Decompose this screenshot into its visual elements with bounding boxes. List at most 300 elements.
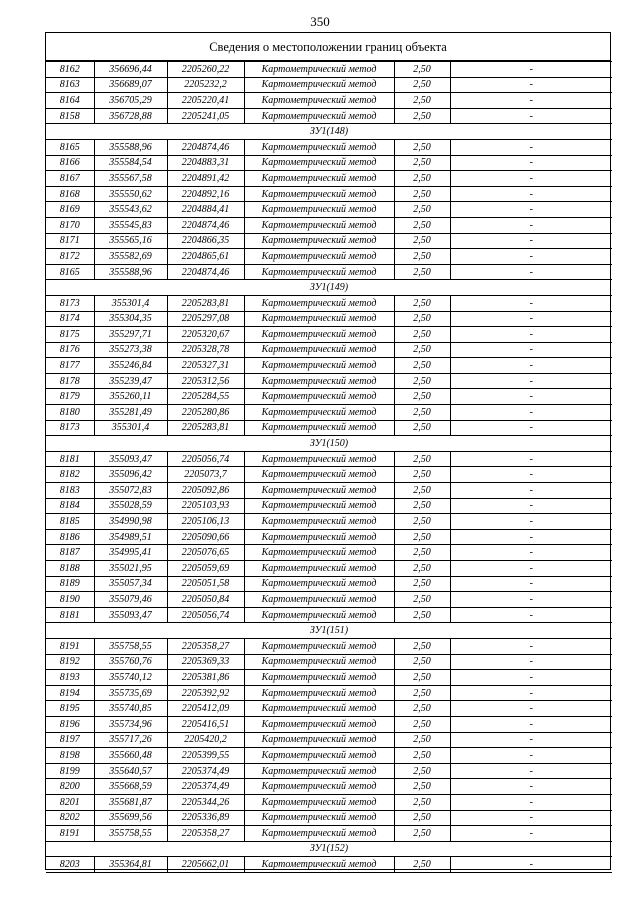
- description-cell: -: [450, 62, 612, 78]
- accuracy-cell: 2,50: [394, 202, 450, 218]
- table-row: [46, 233, 612, 249]
- accuracy-cell: 2,50: [394, 77, 450, 93]
- accuracy-cell: 2,50: [394, 249, 450, 265]
- description-cell: -: [450, 186, 612, 202]
- accuracy-cell: 2,50: [394, 576, 450, 592]
- description-cell: -: [450, 779, 612, 795]
- point-number-cell: 8172: [46, 249, 94, 265]
- x-coordinate-cell: 355057,34: [94, 576, 167, 592]
- table-row: [46, 732, 612, 748]
- x-coordinate-cell: 355021,95: [94, 561, 167, 577]
- table-row: [46, 763, 612, 779]
- table-row: [46, 342, 612, 358]
- description-cell: -: [450, 763, 612, 779]
- y-coordinate-cell: 2205284,55: [167, 389, 244, 405]
- method-cell: Картометрический метод: [244, 685, 394, 701]
- table-row: [46, 62, 612, 78]
- x-coordinate-cell: 356696,44: [94, 62, 167, 78]
- y-coordinate-cell: 2204892,16: [167, 186, 244, 202]
- point-number-cell: 8202: [46, 810, 94, 826]
- description-cell: -: [450, 716, 612, 732]
- boundary-table-frame: [45, 32, 611, 870]
- y-coordinate-cell: 2205076,65: [167, 545, 244, 561]
- table-row: [46, 592, 612, 608]
- y-coordinate-cell: 2205059,69: [167, 561, 244, 577]
- method-cell: Картометрический метод: [244, 342, 394, 358]
- point-number-cell: 8163: [46, 77, 94, 93]
- accuracy-cell: 2,50: [394, 108, 450, 124]
- description-cell: -: [450, 670, 612, 686]
- point-number-cell: 8158: [46, 108, 94, 124]
- table-row: [46, 529, 612, 545]
- accuracy-cell: 2,50: [394, 748, 450, 764]
- x-coordinate-cell: 354989,51: [94, 529, 167, 545]
- accuracy-cell: 2,50: [394, 217, 450, 233]
- x-coordinate-cell: 355567,58: [94, 171, 167, 187]
- method-cell: Картометрический метод: [244, 373, 394, 389]
- table-row: [46, 748, 612, 764]
- accuracy-cell: 2,50: [394, 545, 450, 561]
- description-cell: -: [450, 857, 612, 873]
- x-coordinate-cell: 355550,62: [94, 186, 167, 202]
- x-coordinate-cell: 355588,96: [94, 264, 167, 280]
- table-row: [46, 93, 612, 109]
- method-cell: Картометрический метод: [244, 794, 394, 810]
- method-cell: Картометрический метод: [244, 139, 394, 155]
- point-number-cell: 8189: [46, 576, 94, 592]
- table-row: [46, 810, 612, 826]
- point-number-cell: 8178: [46, 373, 94, 389]
- accuracy-cell: 2,50: [394, 763, 450, 779]
- description-cell: -: [450, 217, 612, 233]
- description-cell: -: [450, 264, 612, 280]
- method-cell: Картометрический метод: [244, 389, 394, 405]
- description-cell: -: [450, 233, 612, 249]
- point-number-cell: 8197: [46, 732, 94, 748]
- table-row: [46, 108, 612, 124]
- accuracy-cell: 2,50: [394, 93, 450, 109]
- description-cell: -: [450, 295, 612, 311]
- accuracy-cell: 2,50: [394, 155, 450, 171]
- accuracy-cell: 2,50: [394, 638, 450, 654]
- point-number-cell: 8200: [46, 779, 94, 795]
- method-cell: Картометрический метод: [244, 62, 394, 78]
- x-coordinate-cell: 355717,26: [94, 732, 167, 748]
- point-number-cell: 8199: [46, 763, 94, 779]
- y-coordinate-cell: 2205297,08: [167, 311, 244, 327]
- method-cell: Картометрический метод: [244, 264, 394, 280]
- method-cell: Картометрический метод: [244, 202, 394, 218]
- description-cell: -: [450, 327, 612, 343]
- x-coordinate-cell: 355565,16: [94, 233, 167, 249]
- section-label: ЗУ1(152): [46, 841, 612, 857]
- point-number-cell: 8201: [46, 794, 94, 810]
- y-coordinate-cell: 2205260,22: [167, 62, 244, 78]
- x-coordinate-cell: 356705,29: [94, 93, 167, 109]
- x-coordinate-cell: 355028,59: [94, 498, 167, 514]
- table-row: [46, 498, 612, 514]
- accuracy-cell: 2,50: [394, 467, 450, 483]
- table-row: [46, 857, 612, 873]
- table-row: [46, 545, 612, 561]
- point-number-cell: 8193: [46, 670, 94, 686]
- point-number-cell: 8170: [46, 217, 94, 233]
- x-coordinate-cell: 355281,49: [94, 405, 167, 421]
- point-number-cell: 8162: [46, 62, 94, 78]
- accuracy-cell: 2,50: [394, 311, 450, 327]
- accuracy-cell: 2,50: [394, 529, 450, 545]
- x-coordinate-cell: 355660,48: [94, 748, 167, 764]
- y-coordinate-cell: 2205241,05: [167, 108, 244, 124]
- table-row: [46, 264, 612, 280]
- x-coordinate-cell: 355093,47: [94, 607, 167, 623]
- y-coordinate-cell: 2204865,61: [167, 249, 244, 265]
- table-row: [46, 514, 612, 530]
- description-cell: -: [450, 561, 612, 577]
- method-cell: Картометрический метод: [244, 857, 394, 873]
- description-cell: -: [450, 405, 612, 421]
- section-label: ЗУ1(149): [46, 280, 612, 296]
- table-row: [46, 826, 612, 842]
- y-coordinate-cell: 2205092,86: [167, 483, 244, 499]
- accuracy-cell: 2,50: [394, 670, 450, 686]
- method-cell: Картометрический метод: [244, 654, 394, 670]
- point-number-cell: 8181: [46, 607, 94, 623]
- y-coordinate-cell: 2204874,46: [167, 139, 244, 155]
- y-coordinate-cell: 2205358,27: [167, 638, 244, 654]
- point-number-cell: 8191: [46, 826, 94, 842]
- description-cell: -: [450, 654, 612, 670]
- x-coordinate-cell: 355246,84: [94, 358, 167, 374]
- method-cell: Картометрический метод: [244, 826, 394, 842]
- point-number-cell: 8181: [46, 451, 94, 467]
- point-number-cell: 8203: [46, 857, 94, 873]
- method-cell: Картометрический метод: [244, 405, 394, 421]
- accuracy-cell: 2,50: [394, 685, 450, 701]
- point-number-cell: 8195: [46, 701, 94, 717]
- table-row: [46, 654, 612, 670]
- section-row: [46, 124, 612, 140]
- y-coordinate-cell: 2205090,66: [167, 529, 244, 545]
- point-number-cell: 8173: [46, 295, 94, 311]
- section-row: [46, 623, 612, 639]
- section-row: [46, 841, 612, 857]
- x-coordinate-cell: 355239,47: [94, 373, 167, 389]
- accuracy-cell: 2,50: [394, 483, 450, 499]
- table-row: [46, 576, 612, 592]
- accuracy-cell: 2,50: [394, 358, 450, 374]
- method-cell: Картометрический метод: [244, 451, 394, 467]
- x-coordinate-cell: 355760,76: [94, 654, 167, 670]
- description-cell: -: [450, 171, 612, 187]
- description-cell: -: [450, 732, 612, 748]
- table-row: [46, 420, 612, 436]
- method-cell: Картометрический метод: [244, 155, 394, 171]
- description-cell: -: [450, 685, 612, 701]
- x-coordinate-cell: 355668,59: [94, 779, 167, 795]
- y-coordinate-cell: 2205220,41: [167, 93, 244, 109]
- y-coordinate-cell: 2204874,46: [167, 217, 244, 233]
- method-cell: Картометрический метод: [244, 514, 394, 530]
- point-number-cell: 8171: [46, 233, 94, 249]
- point-number-cell: 8165: [46, 264, 94, 280]
- section-label: ЗУ1(150): [46, 436, 612, 452]
- y-coordinate-cell: 2205327,31: [167, 358, 244, 374]
- method-cell: Картометрический метод: [244, 810, 394, 826]
- method-cell: Картометрический метод: [244, 748, 394, 764]
- y-coordinate-cell: 2205369,33: [167, 654, 244, 670]
- accuracy-cell: 2,50: [394, 186, 450, 202]
- method-cell: Картометрический метод: [244, 716, 394, 732]
- description-cell: -: [450, 389, 612, 405]
- y-coordinate-cell: 2204883,31: [167, 155, 244, 171]
- x-coordinate-cell: 355543,62: [94, 202, 167, 218]
- x-coordinate-cell: 355072,83: [94, 483, 167, 499]
- y-coordinate-cell: 2205392,92: [167, 685, 244, 701]
- point-number-cell: 8173: [46, 420, 94, 436]
- point-number-cell: 8188: [46, 561, 94, 577]
- point-number-cell: 8184: [46, 498, 94, 514]
- accuracy-cell: 2,50: [394, 592, 450, 608]
- description-cell: -: [450, 77, 612, 93]
- description-cell: -: [450, 108, 612, 124]
- x-coordinate-cell: 355304,35: [94, 311, 167, 327]
- description-cell: -: [450, 701, 612, 717]
- x-coordinate-cell: 355584,54: [94, 155, 167, 171]
- point-number-cell: 8175: [46, 327, 94, 343]
- y-coordinate-cell: 2205416,51: [167, 716, 244, 732]
- x-coordinate-cell: 355301,4: [94, 420, 167, 436]
- x-coordinate-cell: 355582,69: [94, 249, 167, 265]
- method-cell: Картометрический метод: [244, 295, 394, 311]
- method-cell: Картометрический метод: [244, 217, 394, 233]
- table-title: Сведения о местоположении границ объекта: [46, 33, 610, 61]
- y-coordinate-cell: 2205103,93: [167, 498, 244, 514]
- accuracy-cell: 2,50: [394, 732, 450, 748]
- x-coordinate-cell: 355588,96: [94, 139, 167, 155]
- method-cell: Картометрический метод: [244, 483, 394, 499]
- point-number-cell: 8186: [46, 529, 94, 545]
- description-cell: -: [450, 545, 612, 561]
- point-number-cell: 8187: [46, 545, 94, 561]
- x-coordinate-cell: 355681,87: [94, 794, 167, 810]
- method-cell: Картометрический метод: [244, 607, 394, 623]
- point-number-cell: 8166: [46, 155, 94, 171]
- accuracy-cell: 2,50: [394, 779, 450, 795]
- method-cell: Картометрический метод: [244, 701, 394, 717]
- table-row: [46, 295, 612, 311]
- accuracy-cell: 2,50: [394, 233, 450, 249]
- method-cell: Картометрический метод: [244, 93, 394, 109]
- method-cell: Картометрический метод: [244, 467, 394, 483]
- coordinates-table: [46, 61, 612, 873]
- method-cell: Картометрический метод: [244, 327, 394, 343]
- table-row: [46, 561, 612, 577]
- y-coordinate-cell: 2205399,55: [167, 748, 244, 764]
- description-cell: -: [450, 467, 612, 483]
- table-row: [46, 139, 612, 155]
- y-coordinate-cell: 2205283,81: [167, 420, 244, 436]
- point-number-cell: 8164: [46, 93, 94, 109]
- table-row: [46, 217, 612, 233]
- x-coordinate-cell: 356728,88: [94, 108, 167, 124]
- y-coordinate-cell: 2204874,46: [167, 264, 244, 280]
- y-coordinate-cell: 2205381,86: [167, 670, 244, 686]
- method-cell: Картометрический метод: [244, 592, 394, 608]
- y-coordinate-cell: 2205374,49: [167, 779, 244, 795]
- x-coordinate-cell: 354990,98: [94, 514, 167, 530]
- point-number-cell: 8176: [46, 342, 94, 358]
- x-coordinate-cell: 355079,46: [94, 592, 167, 608]
- method-cell: Картометрический метод: [244, 732, 394, 748]
- method-cell: Картометрический метод: [244, 498, 394, 514]
- x-coordinate-cell: 355297,71: [94, 327, 167, 343]
- y-coordinate-cell: 2205283,81: [167, 295, 244, 311]
- x-coordinate-cell: 355301,4: [94, 295, 167, 311]
- table-row: [46, 467, 612, 483]
- x-coordinate-cell: 355740,12: [94, 670, 167, 686]
- description-cell: -: [450, 514, 612, 530]
- section-row: [46, 436, 612, 452]
- method-cell: Картометрический метод: [244, 670, 394, 686]
- x-coordinate-cell: 355096,42: [94, 467, 167, 483]
- accuracy-cell: 2,50: [394, 451, 450, 467]
- point-number-cell: 8167: [46, 171, 94, 187]
- y-coordinate-cell: 2205420,2: [167, 732, 244, 748]
- point-number-cell: 8182: [46, 467, 94, 483]
- method-cell: Картометрический метод: [244, 77, 394, 93]
- description-cell: -: [450, 748, 612, 764]
- y-coordinate-cell: 2205344,26: [167, 794, 244, 810]
- method-cell: Картометрический метод: [244, 638, 394, 654]
- method-cell: Картометрический метод: [244, 186, 394, 202]
- x-coordinate-cell: 356689,07: [94, 77, 167, 93]
- y-coordinate-cell: 2205051,58: [167, 576, 244, 592]
- table-row: [46, 779, 612, 795]
- y-coordinate-cell: 2205412,09: [167, 701, 244, 717]
- point-number-cell: 8177: [46, 358, 94, 374]
- table-row: [46, 607, 612, 623]
- point-number-cell: 8180: [46, 405, 94, 421]
- description-cell: -: [450, 483, 612, 499]
- accuracy-cell: 2,50: [394, 139, 450, 155]
- x-coordinate-cell: 355735,69: [94, 685, 167, 701]
- accuracy-cell: 2,50: [394, 716, 450, 732]
- y-coordinate-cell: 2205336,89: [167, 810, 244, 826]
- section-label: ЗУ1(151): [46, 623, 612, 639]
- point-number-cell: 8196: [46, 716, 94, 732]
- section-label: ЗУ1(148): [46, 124, 612, 140]
- method-cell: Картометрический метод: [244, 545, 394, 561]
- method-cell: Картометрический метод: [244, 576, 394, 592]
- table-row: [46, 794, 612, 810]
- description-cell: -: [450, 498, 612, 514]
- accuracy-cell: 2,50: [394, 794, 450, 810]
- method-cell: Картометрический метод: [244, 108, 394, 124]
- x-coordinate-cell: 355758,55: [94, 826, 167, 842]
- accuracy-cell: 2,50: [394, 389, 450, 405]
- table-row: [46, 389, 612, 405]
- description-cell: -: [450, 529, 612, 545]
- description-cell: -: [450, 576, 612, 592]
- point-number-cell: 8183: [46, 483, 94, 499]
- method-cell: Картометрический метод: [244, 561, 394, 577]
- section-row: [46, 280, 612, 296]
- description-cell: -: [450, 810, 612, 826]
- accuracy-cell: 2,50: [394, 373, 450, 389]
- description-cell: -: [450, 139, 612, 155]
- table-row: [46, 186, 612, 202]
- method-cell: Картометрический метод: [244, 779, 394, 795]
- table-row: [46, 77, 612, 93]
- accuracy-cell: 2,50: [394, 264, 450, 280]
- point-number-cell: 8194: [46, 685, 94, 701]
- description-cell: -: [450, 358, 612, 374]
- table-row: [46, 685, 612, 701]
- accuracy-cell: 2,50: [394, 810, 450, 826]
- description-cell: -: [450, 249, 612, 265]
- table-row: [46, 155, 612, 171]
- description-cell: -: [450, 451, 612, 467]
- point-number-cell: 8165: [46, 139, 94, 155]
- point-number-cell: 8198: [46, 748, 94, 764]
- point-number-cell: 8192: [46, 654, 94, 670]
- table-row: [46, 451, 612, 467]
- x-coordinate-cell: 355260,11: [94, 389, 167, 405]
- description-cell: -: [450, 794, 612, 810]
- description-cell: -: [450, 638, 612, 654]
- description-cell: -: [450, 342, 612, 358]
- table-row: [46, 638, 612, 654]
- method-cell: Картометрический метод: [244, 311, 394, 327]
- y-coordinate-cell: 2205312,56: [167, 373, 244, 389]
- table-row: [46, 171, 612, 187]
- description-cell: -: [450, 311, 612, 327]
- description-cell: -: [450, 93, 612, 109]
- method-cell: Картометрический метод: [244, 233, 394, 249]
- point-number-cell: 8179: [46, 389, 94, 405]
- method-cell: Картометрический метод: [244, 358, 394, 374]
- accuracy-cell: 2,50: [394, 826, 450, 842]
- x-coordinate-cell: 355093,47: [94, 451, 167, 467]
- table-row: [46, 249, 612, 265]
- method-cell: Картометрический метод: [244, 529, 394, 545]
- x-coordinate-cell: 355545,83: [94, 217, 167, 233]
- table-row: [46, 327, 612, 343]
- accuracy-cell: 2,50: [394, 561, 450, 577]
- x-coordinate-cell: 355734,96: [94, 716, 167, 732]
- x-coordinate-cell: 355758,55: [94, 638, 167, 654]
- y-coordinate-cell: 2205073,7: [167, 467, 244, 483]
- y-coordinate-cell: 2204866,35: [167, 233, 244, 249]
- description-cell: -: [450, 373, 612, 389]
- page-number: 350: [310, 14, 330, 29]
- table-row: [46, 358, 612, 374]
- y-coordinate-cell: 2205358,27: [167, 826, 244, 842]
- accuracy-cell: 2,50: [394, 420, 450, 436]
- x-coordinate-cell: 355273,38: [94, 342, 167, 358]
- point-number-cell: 8168: [46, 186, 94, 202]
- y-coordinate-cell: 2205328,78: [167, 342, 244, 358]
- coordinates-table-body: [46, 62, 612, 873]
- method-cell: Картометрический метод: [244, 249, 394, 265]
- table-row: [46, 701, 612, 717]
- y-coordinate-cell: 2204884,41: [167, 202, 244, 218]
- point-number-cell: 8169: [46, 202, 94, 218]
- accuracy-cell: 2,50: [394, 171, 450, 187]
- accuracy-cell: 2,50: [394, 342, 450, 358]
- table-row: [46, 483, 612, 499]
